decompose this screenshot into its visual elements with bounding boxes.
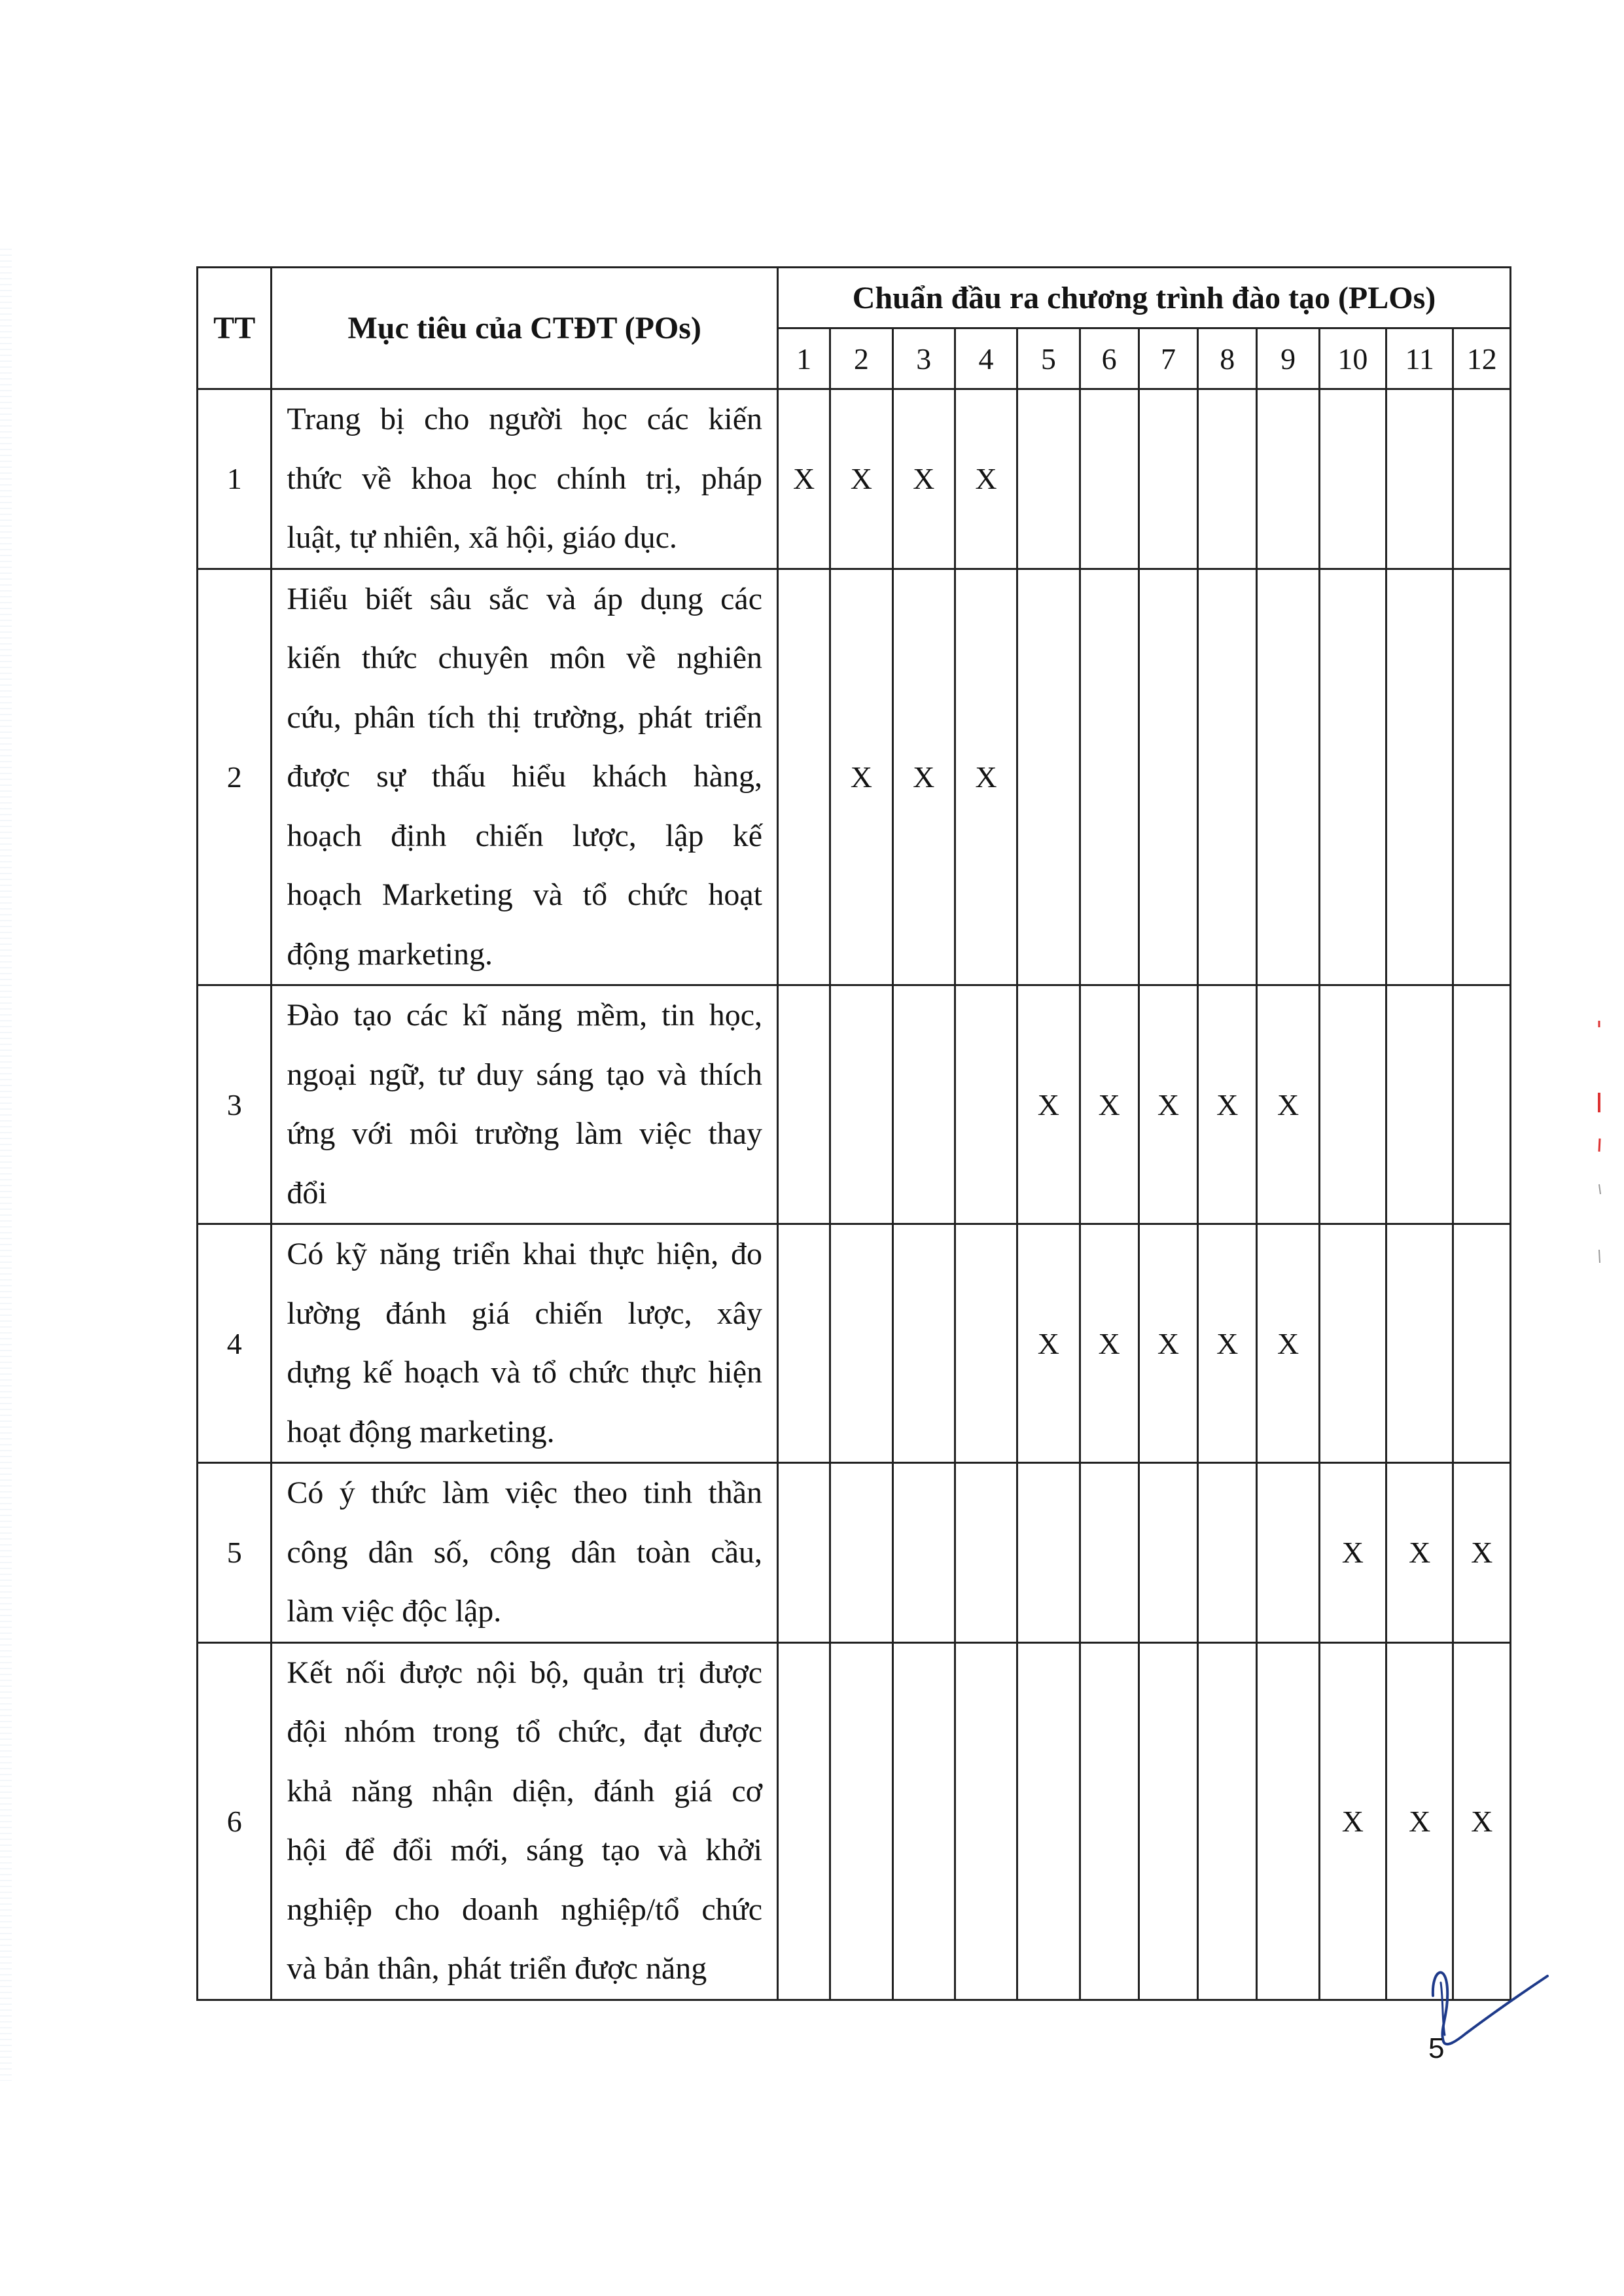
plo-mark-7: X: [1139, 1224, 1197, 1463]
plo-mark-11: [1386, 985, 1453, 1224]
objective-line: được sự thấu hiểu khách hàng,: [287, 759, 762, 794]
header-plo-11: 11: [1386, 328, 1453, 389]
plo-mark-6: [1080, 389, 1139, 569]
plo-mark-3: [892, 1463, 955, 1643]
plo-mark-1: [778, 1224, 830, 1463]
objective-line: thức về khoa học chính trị, pháp: [287, 461, 762, 496]
plo-mark-12: [1453, 389, 1511, 569]
objective-line: hoạt động marketing.: [287, 1414, 555, 1449]
plo-mark-4: [955, 1463, 1017, 1643]
plo-mark-7: X: [1139, 985, 1197, 1224]
plo-mark-1: [778, 1642, 830, 2000]
objective-text: [272, 1463, 778, 1643]
plo-mark-11: X: [1386, 1642, 1453, 2000]
row-number: 5: [198, 1463, 272, 1643]
plo-mark-5: X: [1017, 1224, 1080, 1463]
plo-mark-4: X: [955, 389, 1017, 569]
plo-mark-2: [830, 1224, 892, 1463]
po-plo-table-container: [196, 266, 1511, 2001]
plo-mark-2: [830, 1463, 892, 1643]
header-plo-group: Chuẩn đầu ra chương trình đào tạo (PLOs): [778, 268, 1511, 328]
plo-mark-4: X: [955, 569, 1017, 985]
plo-mark-9: [1257, 569, 1319, 985]
objective-text: [272, 569, 778, 985]
plo-mark-10: [1319, 389, 1386, 569]
objective-text: [272, 1642, 778, 2000]
plo-mark-11: [1386, 1224, 1453, 1463]
objective-line: kiến thức chuyên môn về nghiên: [287, 641, 762, 675]
plo-mark-8: X: [1198, 985, 1257, 1224]
objective-line: và bản thân, phát triển được năng: [287, 1951, 707, 1986]
table-row: [198, 1224, 1511, 1463]
objective-line: Có kỹ năng triển khai thực hiện, đo: [287, 1237, 762, 1271]
table-row: [198, 1463, 1511, 1643]
header-plo-8: 8: [1198, 328, 1257, 389]
header-plo-4: 4: [955, 328, 1017, 389]
row-number: 6: [198, 1642, 272, 2000]
plo-mark-9: [1257, 1463, 1319, 1643]
plo-mark-2: X: [830, 569, 892, 985]
plo-mark-1: X: [778, 389, 830, 569]
objective-line: công dân số, công dân toàn cầu,: [287, 1534, 762, 1570]
objective-text: [272, 1224, 778, 1463]
header-plo-1: 1: [778, 328, 830, 389]
plo-mark-6: X: [1080, 985, 1139, 1224]
plo-mark-2: [830, 985, 892, 1224]
plo-mark-2: [830, 1642, 892, 2000]
po-plo-matrix-table: [196, 266, 1511, 2001]
plo-mark-3: [892, 1642, 955, 2000]
objective-line: luật, tự nhiên, xã hội, giáo dục.: [287, 520, 677, 555]
plo-mark-11: X: [1386, 1463, 1453, 1643]
plo-mark-6: [1080, 1463, 1139, 1643]
header-plo-10: 10: [1319, 328, 1386, 389]
plo-mark-6: X: [1080, 1224, 1139, 1463]
objective-line: Đào tạo các kĩ năng mềm, tin học,: [287, 998, 762, 1033]
plo-mark-3: [892, 985, 955, 1224]
plo-mark-1: [778, 569, 830, 985]
plo-mark-10: X: [1319, 1463, 1386, 1643]
header-plo-6: 6: [1080, 328, 1139, 389]
table-row: [198, 1642, 1511, 2000]
plo-mark-9: [1257, 1642, 1319, 2000]
table-row: [198, 389, 1511, 569]
plo-mark-12: X: [1453, 1463, 1511, 1643]
plo-mark-8: X: [1198, 1224, 1257, 1463]
plo-mark-9: X: [1257, 1224, 1319, 1463]
plo-mark-7: [1139, 1463, 1197, 1643]
plo-mark-4: [955, 1642, 1017, 2000]
plo-mark-11: [1386, 569, 1453, 985]
plo-mark-5: [1017, 1463, 1080, 1643]
plo-mark-1: [778, 985, 830, 1224]
objective-line: ngoại ngữ, tư duy sáng tạo và thích: [287, 1057, 762, 1092]
header-plo-2: 2: [830, 328, 892, 389]
page-number: 5: [1428, 2032, 1445, 2064]
objective-line: hoạch định chiến lược, lập kế: [287, 818, 762, 853]
plo-mark-6: [1080, 1642, 1139, 2000]
objective-line: hoạch Marketing và tổ chức hoạt: [287, 877, 762, 912]
table-row: [198, 985, 1511, 1224]
plo-mark-8: [1198, 1463, 1257, 1643]
plo-mark-5: [1017, 569, 1080, 985]
objective-line: làm việc độc lập.: [287, 1594, 502, 1629]
plo-mark-8: [1198, 389, 1257, 569]
scan-edge-artifact: [0, 249, 12, 2081]
objective-line: đội nhóm trong tổ chức, đạt được: [287, 1714, 762, 1749]
objective-line: nghiệp cho doanh nghiệp/tổ chức: [287, 1892, 762, 1927]
plo-mark-8: [1198, 1642, 1257, 2000]
plo-mark-12: [1453, 985, 1511, 1224]
objective-line: khả năng nhận diện, đánh giá cơ: [287, 1773, 762, 1809]
plo-mark-3: X: [892, 389, 955, 569]
header-plo-9: 9: [1257, 328, 1319, 389]
plo-mark-5: [1017, 389, 1080, 569]
objective-text: [272, 985, 778, 1224]
plo-mark-10: X: [1319, 1642, 1386, 2000]
row-number: 2: [198, 569, 272, 985]
plo-mark-10: [1319, 1224, 1386, 1463]
objective-line: đổi: [287, 1175, 327, 1210]
objective-line: hội để đổi mới, sáng tạo và khởi: [287, 1833, 762, 1867]
plo-mark-7: [1139, 569, 1197, 985]
plo-mark-8: [1198, 569, 1257, 985]
plo-mark-11: [1386, 389, 1453, 569]
plo-mark-9: [1257, 389, 1319, 569]
header-tt: TT: [198, 268, 272, 389]
header-row-top: [198, 268, 1511, 328]
plo-mark-2: X: [830, 389, 892, 569]
objective-line: lường đánh giá chiến lược, xây: [287, 1296, 762, 1331]
plo-mark-6: [1080, 569, 1139, 985]
plo-mark-7: [1139, 389, 1197, 569]
row-number: 1: [198, 389, 272, 569]
objective-line: Trang bị cho người học các kiến: [287, 402, 762, 436]
objective-line: dựng kế hoạch và tổ chức thực hiện: [287, 1355, 762, 1390]
plo-mark-4: [955, 985, 1017, 1224]
plo-mark-10: [1319, 985, 1386, 1224]
plo-mark-5: X: [1017, 985, 1080, 1224]
plo-mark-12: X: [1453, 1642, 1511, 2000]
header-plo-3: 3: [892, 328, 955, 389]
plo-mark-4: [955, 1224, 1017, 1463]
objective-line: động marketing.: [287, 936, 493, 972]
header-objective: Mục tiêu của CTĐT (POs): [272, 268, 778, 389]
plo-mark-3: [892, 1224, 955, 1463]
plo-mark-9: X: [1257, 985, 1319, 1224]
table-row: [198, 569, 1511, 985]
plo-mark-3: X: [892, 569, 955, 985]
objective-line: Kết nối được nội bộ, quản trị được: [287, 1655, 762, 1690]
objective-line: cứu, phân tích thị trường, phát triển: [287, 699, 762, 735]
plo-mark-7: [1139, 1642, 1197, 2000]
objective-line: Có ý thức làm việc theo tinh thần: [287, 1475, 762, 1510]
header-plo-7: 7: [1139, 328, 1197, 389]
plo-mark-12: [1453, 569, 1511, 985]
table-body: [198, 389, 1511, 2000]
objective-line: Hiểu biết sâu sắc và áp dụng các: [287, 581, 762, 616]
objective-line: ứng với môi trường làm việc thay: [287, 1116, 762, 1151]
margin-scan-marks: [1590, 1014, 1610, 1289]
plo-mark-12: [1453, 1224, 1511, 1463]
plo-mark-5: [1017, 1642, 1080, 2000]
header-plo-5: 5: [1017, 328, 1080, 389]
plo-mark-1: [778, 1463, 830, 1643]
objective-text: [272, 389, 778, 569]
header-plo-12: 12: [1453, 328, 1511, 389]
plo-mark-10: [1319, 569, 1386, 985]
row-number: 3: [198, 985, 272, 1224]
row-number: 4: [198, 1224, 272, 1463]
